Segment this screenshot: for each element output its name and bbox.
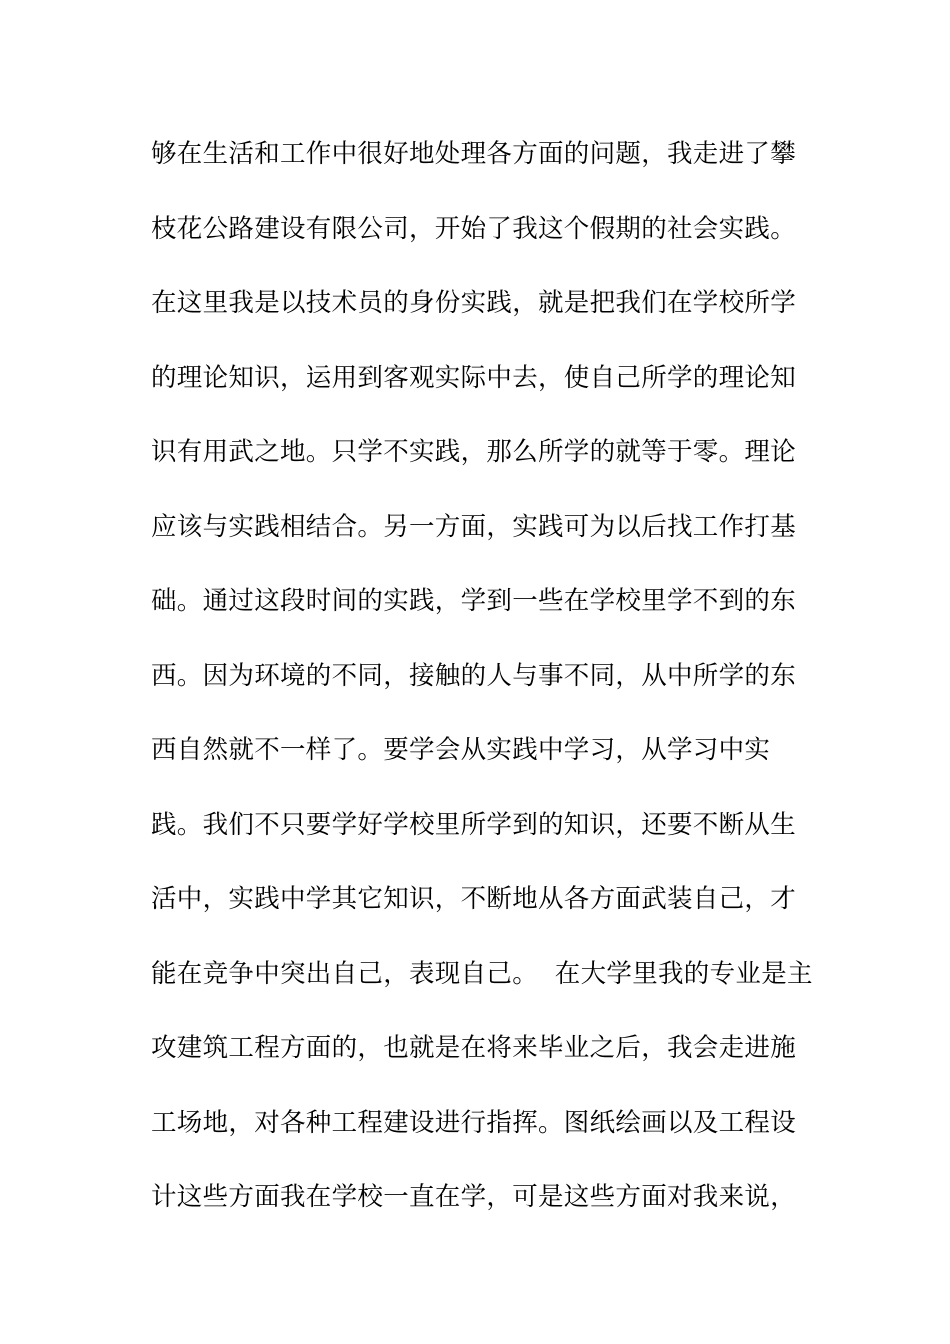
text-line: 够在生活和工作中很好地处理各方面的问题，我走进了攀: [151, 139, 797, 169]
text-line: 枝花公路建设有限公司，开始了我这个假期的社会实践。: [151, 213, 797, 244]
text-line: 西自然就不一样了。要学会从实践中学习，从学习中实: [151, 735, 771, 765]
text-line: 的理论知识，运用到客观实际中去，使自己所学的理论知: [151, 362, 797, 393]
text-line: 工场地，对各种工程建设进行指挥。图纸绘画以及工程设: [151, 1107, 797, 1138]
body-text: [151, 130, 831, 1248]
text-line: 计这些方面我在学校一直在学，可是这些方面对我来说，: [151, 1182, 797, 1212]
text-line: 础。通过这段时间的实践，学到一些在学校里学不到的东: [151, 586, 797, 616]
text-line: 能在竞争中突出自己，表现自己。 在大学里我的专业是主: [151, 958, 813, 989]
text-line: 活中，实践中学其它知识，不断地从各方面武装自己，才: [151, 884, 797, 914]
text-line: 践。我们不只要学好学校里所学到的知识，还要不断从生: [151, 809, 797, 840]
text-line: 应该与实践相结合。另一方面，实践可为以后找工作打基: [151, 511, 797, 542]
text-line: 攻建筑工程方面的，也就是在将来毕业之后，我会走进施: [151, 1033, 797, 1063]
text-line: 西。因为环境的不同，接触的人与事不同，从中所学的东: [151, 660, 797, 691]
text-line: 识有用武之地。只学不实践，那么所学的就等于零。理论: [151, 437, 797, 467]
text-line: 在这里我是以技术员的身份实践，就是把我们在学校所学: [151, 288, 797, 318]
